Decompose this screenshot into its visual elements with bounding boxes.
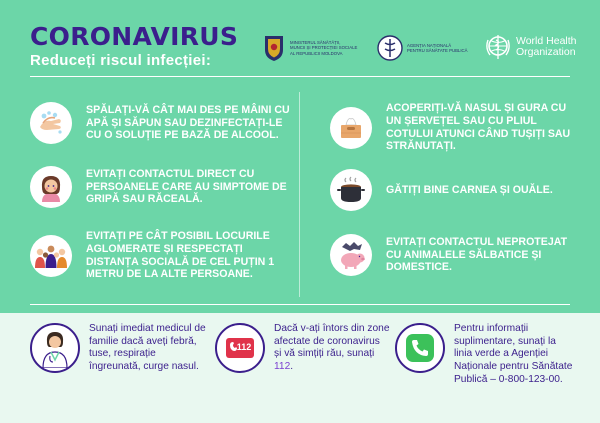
agency-name-line: AGENȚIA NAȚIONALĂ (407, 42, 452, 48)
who-logo (484, 32, 577, 62)
ministry-name-line: MUNCII ȘI PROTECȚIEI SOCIALE (290, 45, 358, 51)
hand-wash-icon (35, 107, 67, 139)
tip-icon-circle (30, 235, 72, 277)
animals-icon (334, 239, 368, 271)
tip-icon-circle (30, 102, 72, 144)
cooking-pot-icon (335, 174, 367, 206)
agency-emblem-icon (377, 34, 403, 62)
tip-avoid-animals (330, 234, 580, 276)
tip-avoid-contact (30, 166, 292, 208)
ministry-emblem-icon (262, 34, 286, 62)
tip-text: ACOPERIȚI-VĂ NASUL ȘI GURA CU UN ȘERVEȚEL SAU CU PLIUL COTULUI ATUNCI CÂND TUȘIȚI SAU STRĂNUTAȚI. (386, 102, 571, 153)
tip-social-distance (30, 230, 292, 281)
ministry-name-line: AL REPUBLICII MOLDOVA (290, 50, 343, 56)
tip-text: EVITAȚI CONTACTUL NEPROTEJAT CU ANIMALELE SĂLBATICE ȘI DOMESTICE. (386, 235, 568, 274)
sick-person-icon (35, 171, 67, 203)
tip-text: EVITAȚI CONTACTUL DIRECT CU PERSOANELE CARE AU SIMPTOME DE GRIPĂ SAU RĂCEALĂ. (86, 167, 287, 206)
info-travel (215, 323, 390, 374)
logo-bar (262, 32, 582, 68)
column-divider (299, 92, 300, 297)
tip-cover-cough (330, 102, 580, 153)
info-hotline (395, 323, 575, 387)
info-icon-circle (395, 323, 445, 373)
travel-text (274, 323, 390, 374)
doctor-icon (37, 328, 73, 368)
travel-text-prefix: Dacă v-ați întors din zone afectate de coronavirus și vă simțiți rău, sunați (274, 323, 390, 360)
who-name-line: Organization (516, 46, 576, 58)
section-divider (30, 304, 570, 305)
travel-text-suffix: . (290, 361, 294, 373)
info-icon-circle (30, 323, 80, 373)
tip-icon-circle (330, 169, 372, 211)
emergency-112-icon (224, 333, 256, 363)
agency-name-line: PENTRU SĂNĂTATE PUBLICĂ (407, 48, 468, 53)
tip-text: GĂTIȚI BINE CARNEA ȘI OUĂLE. (386, 183, 553, 196)
tissue-box-icon (336, 113, 366, 143)
info-panel (0, 313, 600, 423)
doctor-text: Sunați imediat medicul de familie dacă aveți febră, tuse, respirație îngreunată, curge nasul. (89, 323, 206, 373)
hotline-text: Pentru informații suplimentare, sunați la linia verde a Agenției Naționale pentru Sănătate Publică – 0-800-123-00. (454, 323, 573, 385)
info-icon-circle (215, 323, 265, 373)
agency-logo (377, 34, 468, 62)
page-title: CORONAVIRUS (30, 22, 239, 51)
ministry-logo (262, 34, 357, 62)
who-name-line: World Health (516, 35, 577, 47)
ministry-name-line: MINISTERUL SĂNĂTĂȚII, (290, 40, 341, 46)
tip-text: EVITAȚI PE CÂT POSIBIL LOCURILE AGLOMERATE ȘI RESPECTAȚI DISTANȚA SOCIALĂ DE CEL PUȚIN 1 METRU DE LA ALTE PERSOANE. (86, 230, 275, 281)
crowd-icon (34, 241, 68, 271)
tip-icon-circle (330, 234, 372, 276)
info-doctor (30, 323, 210, 374)
header-divider (30, 76, 570, 77)
phone-icon (404, 332, 436, 364)
tip-wash-hands (30, 102, 292, 144)
emergency-number: 112 (274, 361, 291, 373)
who-emblem-icon (484, 32, 512, 62)
tip-icon-circle (330, 107, 372, 149)
emergency-badge-number: 112 (236, 342, 252, 352)
tip-text: SPĂLAȚI-VĂ CÂT MAI DES PE MÂINI CU APĂ ȘI SĂPUN SAU DEZINFECTAȚI-LE CU O SOLUȚIE PE BAZĂ DE ALCOOL. (86, 103, 290, 142)
tip-cook-food (330, 169, 580, 211)
page-subtitle: Reduceți riscul infecției: (30, 52, 212, 69)
tip-icon-circle (30, 166, 72, 208)
